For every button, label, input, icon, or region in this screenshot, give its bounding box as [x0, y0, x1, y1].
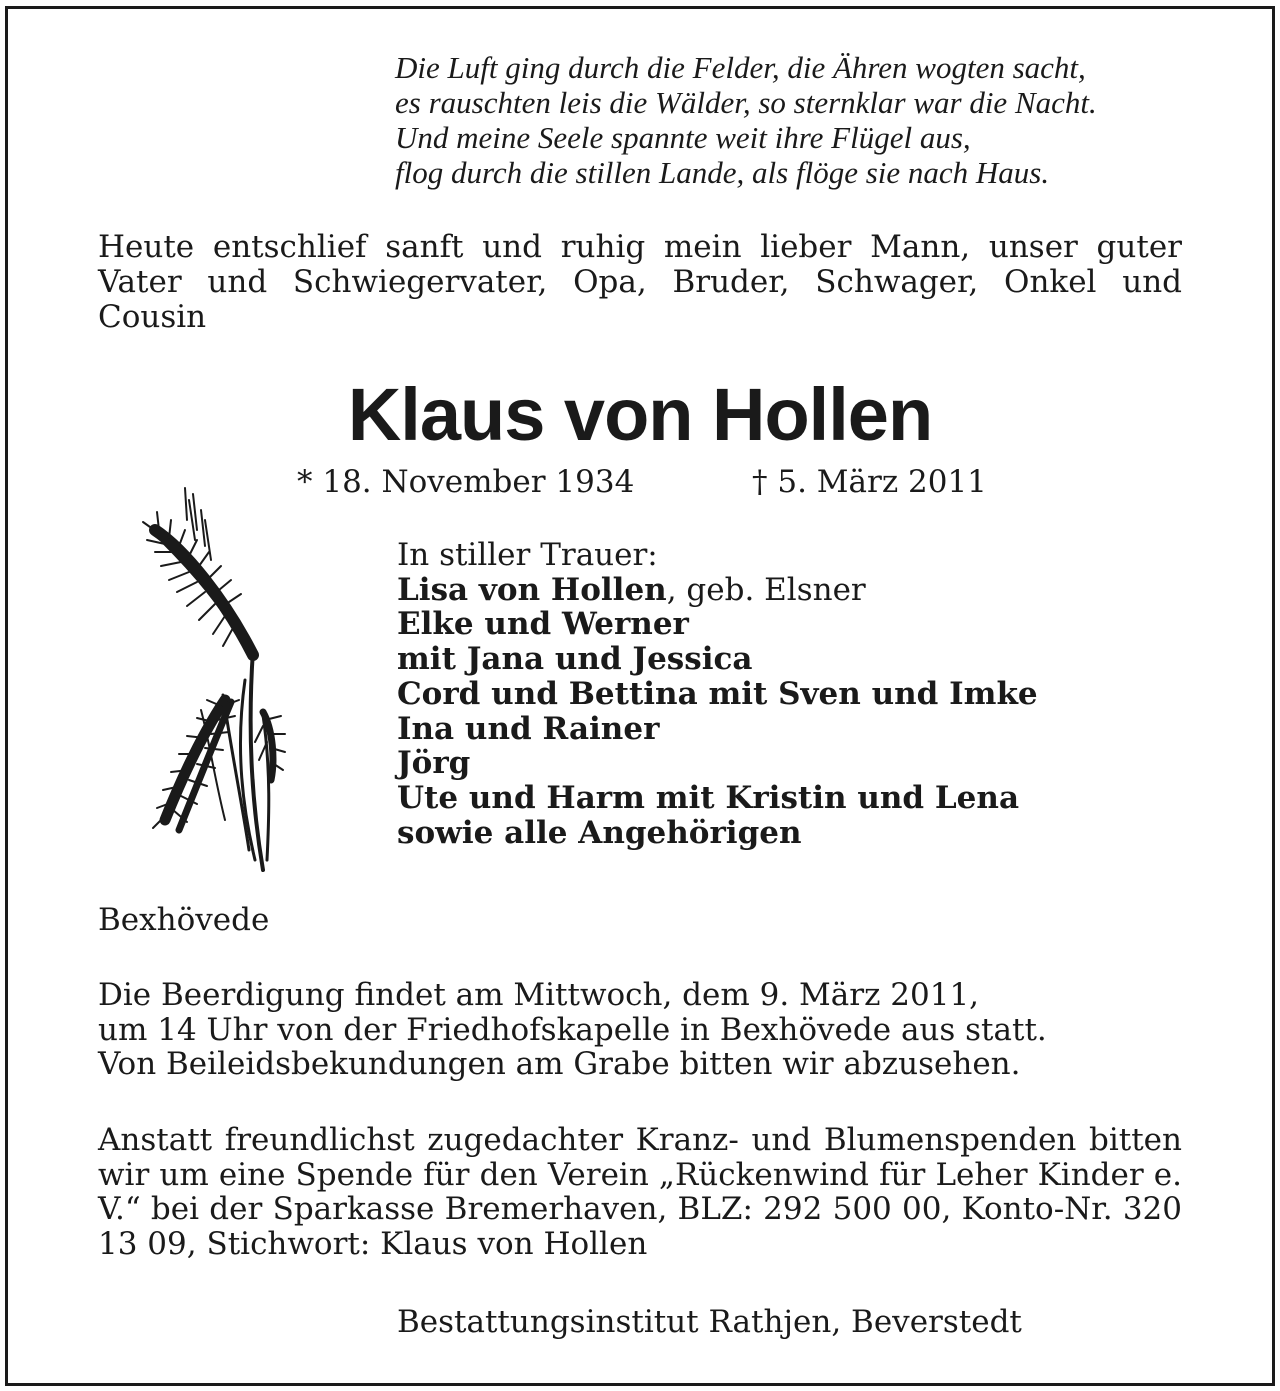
mourner-line: sowie alle Angehörigen [397, 814, 802, 851]
widow-name: Lisa von Hollen [397, 571, 667, 608]
poem [395, 50, 1215, 190]
mourner-line: Cord und Bettina mit Sven und Imke [397, 675, 1038, 712]
funeral-info [98, 978, 1198, 1082]
mourner-widow [397, 573, 1177, 608]
mourners-block [397, 538, 1177, 850]
funeral-line: um 14 Uhr von der Friedhofskapelle in Bexhövede aus statt. [98, 1011, 1047, 1048]
mourner-line: Elke und Werner [397, 606, 689, 643]
death-date: † 5. März 2011 [752, 464, 987, 500]
mourner-line: Jörg [397, 745, 471, 782]
poem-line: Und meine Seele spannte weit ihre Flügel aus, [395, 120, 971, 155]
mourner-line: Ute und Harm mit Kristin und Lena [397, 779, 1020, 816]
funeral-line: Die Beerdigung findet am Mittwoch, dem 9. März 2011, [98, 977, 980, 1013]
deceased-name: Klaus von Hollen [347, 373, 933, 456]
intro-text: Heute entschlief sanft und ruhig mein lieber Mann, unser guter Vater und Schwiegervater, Opa, Bruder, Schwager, Onkel und Cousin [98, 229, 1182, 335]
mourners-heading: In stiller Trauer: [397, 537, 658, 573]
place-name: Bexhövede [98, 902, 270, 938]
birth-date: * 18. November 1934 [297, 464, 635, 500]
mourner-line: Ina und Rainer [397, 710, 660, 747]
funeral-line: Von Beileidsbekundungen am Grabe bitten wir abzusehen. [98, 1046, 1021, 1082]
poem-line: es rauschten leis die Wälder, so sternklar war die Nacht. [395, 85, 1097, 120]
poem-line: flog durch die stillen Lande, als flöge sie nach Haus. [395, 155, 1050, 190]
widow-maiden-name: , geb. Elsner [666, 571, 866, 608]
mourner-line: mit Jana und Jessica [397, 641, 753, 678]
donation-text: Anstatt freundlichst zugedachter Kranz- und Blumenspenden bitten wir um eine Spende für den Verein „Rückenwind für Leher Kinder e. V.“ bei der Sparkasse Bremerhaven, BLZ: 292 500 00, Konto-Nr. 320 13 09, Stichwort: Klaus von Hollen [98, 1122, 1182, 1263]
wheat-grass-icon [135, 480, 295, 880]
poem-line: Die Luft ging durch die Felder, die Ähren wogten sacht, [395, 50, 1086, 85]
undertaker-name: Bestattungsinstitut Rathjen, Beverstedt [397, 1304, 1022, 1340]
